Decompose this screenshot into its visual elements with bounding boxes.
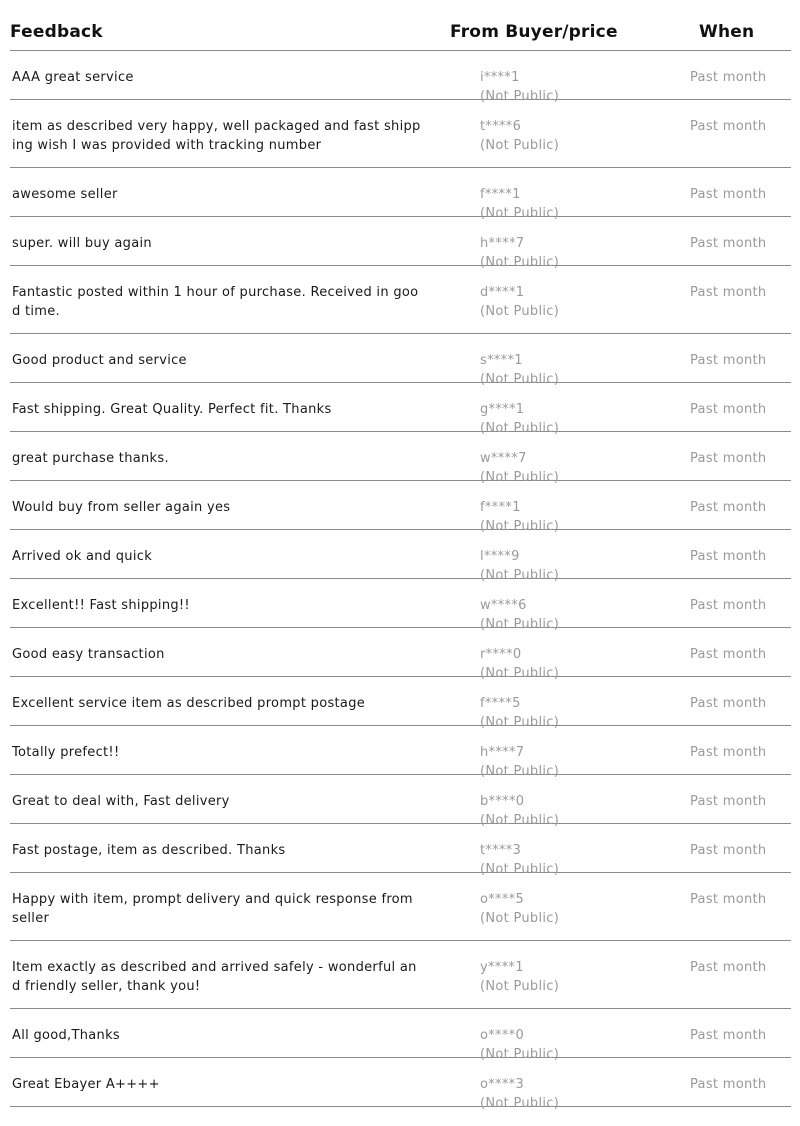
- buyer-id: s****1: [480, 353, 523, 368]
- buyer-id: o****0: [480, 1028, 525, 1043]
- feedback-comment: Excellent service item as described prompt postage: [12, 696, 366, 711]
- feedback-table: [10, 0, 791, 1111]
- table-row: [10, 266, 791, 334]
- when-column-header: When: [699, 22, 755, 42]
- buyer-price-column-header: From Buyer/price: [450, 22, 618, 42]
- visibility-note: (Not Public): [480, 519, 560, 534]
- feedback-comment: item as described very happy, well packaged and fast shipping wish I was provided with tracking number: [12, 119, 421, 153]
- table-row: [10, 1058, 791, 1111]
- table-row: [10, 334, 791, 387]
- feedback-time: Past month: [690, 119, 767, 134]
- buyer-cell: [480, 890, 559, 928]
- table-row: [10, 217, 791, 270]
- buyer-cell: [480, 1075, 559, 1113]
- buyer-id: h****7: [480, 236, 525, 251]
- buyer-id: f****1: [480, 500, 521, 515]
- visibility-note: (Not Public): [480, 617, 560, 632]
- feedback-comment: Fast postage, item as described. Thanks: [12, 843, 286, 858]
- buyer-id: l****9: [480, 549, 520, 564]
- table-row: [10, 530, 791, 583]
- buyer-id: o****5: [480, 892, 525, 907]
- buyer-id: g****1: [480, 402, 525, 417]
- feedback-time: Past month: [690, 1077, 767, 1092]
- visibility-note: (Not Public): [480, 715, 560, 730]
- feedback-comment: AAA great service: [12, 70, 134, 85]
- table-header: [10, 0, 791, 51]
- feedback-time: Past month: [690, 1028, 767, 1043]
- buyer-cell: [480, 117, 559, 155]
- visibility-note: (Not Public): [480, 138, 560, 153]
- table-row: [10, 100, 791, 168]
- feedback-comment: Would buy from seller again yes: [12, 500, 231, 515]
- feedback-time: Past month: [690, 696, 767, 711]
- visibility-note: (Not Public): [480, 470, 560, 485]
- visibility-note: (Not Public): [480, 911, 560, 926]
- visibility-note: (Not Public): [480, 1047, 560, 1062]
- feedback-comment: great purchase thanks.: [12, 451, 169, 466]
- visibility-note: (Not Public): [480, 206, 560, 221]
- visibility-note: (Not Public): [480, 979, 560, 994]
- feedback-comment: Good product and service: [12, 353, 187, 368]
- feedback-time: Past month: [690, 843, 767, 858]
- feedback-time: Past month: [690, 451, 767, 466]
- table-row: [10, 51, 791, 104]
- visibility-note: (Not Public): [480, 421, 560, 436]
- visibility-note: (Not Public): [480, 813, 560, 828]
- visibility-note: (Not Public): [480, 764, 560, 779]
- feedback-comment: Great to deal with, Fast delivery: [12, 794, 230, 809]
- visibility-note: (Not Public): [480, 568, 560, 583]
- visibility-note: (Not Public): [480, 255, 560, 270]
- feedback-time: Past month: [690, 402, 767, 417]
- buyer-id: d****1: [480, 285, 525, 300]
- feedback-time: Past month: [690, 598, 767, 613]
- feedback-comment: Totally prefect!!: [12, 745, 120, 760]
- buyer-id: h****7: [480, 745, 525, 760]
- visibility-note: (Not Public): [480, 666, 560, 681]
- buyer-id: w****7: [480, 451, 527, 466]
- visibility-note: (Not Public): [480, 1096, 560, 1111]
- buyer-cell: [480, 958, 559, 996]
- table-row: [10, 1009, 791, 1062]
- table-row: [10, 168, 791, 221]
- table-row: [10, 481, 791, 534]
- feedback-column-header: Feedback: [10, 22, 103, 42]
- table-row: [10, 775, 791, 828]
- visibility-note: (Not Public): [480, 372, 560, 387]
- table-row: [10, 628, 791, 681]
- buyer-id: t****6: [480, 119, 522, 134]
- feedback-comment: Fast shipping. Great Quality. Perfect fit. Thanks: [12, 402, 332, 417]
- feedback-comment: Fantastic posted within 1 hour of purchase. Received in good time.: [12, 285, 419, 319]
- feedback-time: Past month: [690, 549, 767, 564]
- feedback-time: Past month: [690, 500, 767, 515]
- buyer-id: t****3: [480, 843, 522, 858]
- feedback-comment: Great Ebayer A++++: [12, 1077, 160, 1092]
- visibility-note: (Not Public): [480, 862, 560, 877]
- feedback-time: Past month: [690, 70, 767, 85]
- feedback-comment: Item exactly as described and arrived safely - wonderful and friendly seller, thank you!: [12, 960, 417, 994]
- feedback-comment: Happy with item, prompt delivery and quick response from seller: [12, 892, 413, 926]
- feedback-time: Past month: [690, 236, 767, 251]
- table-row: [10, 677, 791, 730]
- table-row: [10, 824, 791, 877]
- table-row: [10, 432, 791, 485]
- visibility-note: (Not Public): [480, 89, 560, 104]
- feedback-time: Past month: [690, 187, 767, 202]
- table-row: [10, 941, 791, 1009]
- buyer-id: f****5: [480, 696, 521, 711]
- feedback-comment: Good easy transaction: [12, 647, 165, 662]
- feedback-time: Past month: [690, 647, 767, 662]
- feedback-time: Past month: [690, 285, 767, 300]
- buyer-id: w****6: [480, 598, 527, 613]
- feedback-time: Past month: [690, 892, 767, 907]
- feedback-comment: awesome seller: [12, 187, 118, 202]
- buyer-id: y****1: [480, 960, 524, 975]
- buyer-id: i****1: [480, 70, 520, 85]
- table-row: [10, 383, 791, 436]
- feedback-time: Past month: [690, 960, 767, 975]
- visibility-note: (Not Public): [480, 304, 560, 319]
- buyer-id: o****3: [480, 1077, 525, 1092]
- feedback-comment: Excellent!! Fast shipping!!: [12, 598, 190, 613]
- feedback-time: Past month: [690, 353, 767, 368]
- buyer-id: r****0: [480, 647, 522, 662]
- feedback-time: Past month: [690, 794, 767, 809]
- feedback-comment: All good,Thanks: [12, 1028, 120, 1043]
- feedback-comment: super. will buy again: [12, 236, 152, 251]
- table-row: [10, 726, 791, 779]
- buyer-id: f****1: [480, 187, 521, 202]
- table-row: [10, 873, 791, 941]
- buyer-id: b****0: [480, 794, 525, 809]
- buyer-cell: [480, 283, 559, 321]
- feedback-time: Past month: [690, 745, 767, 760]
- feedback-comment: Arrived ok and quick: [12, 549, 153, 564]
- table-row: [10, 579, 791, 632]
